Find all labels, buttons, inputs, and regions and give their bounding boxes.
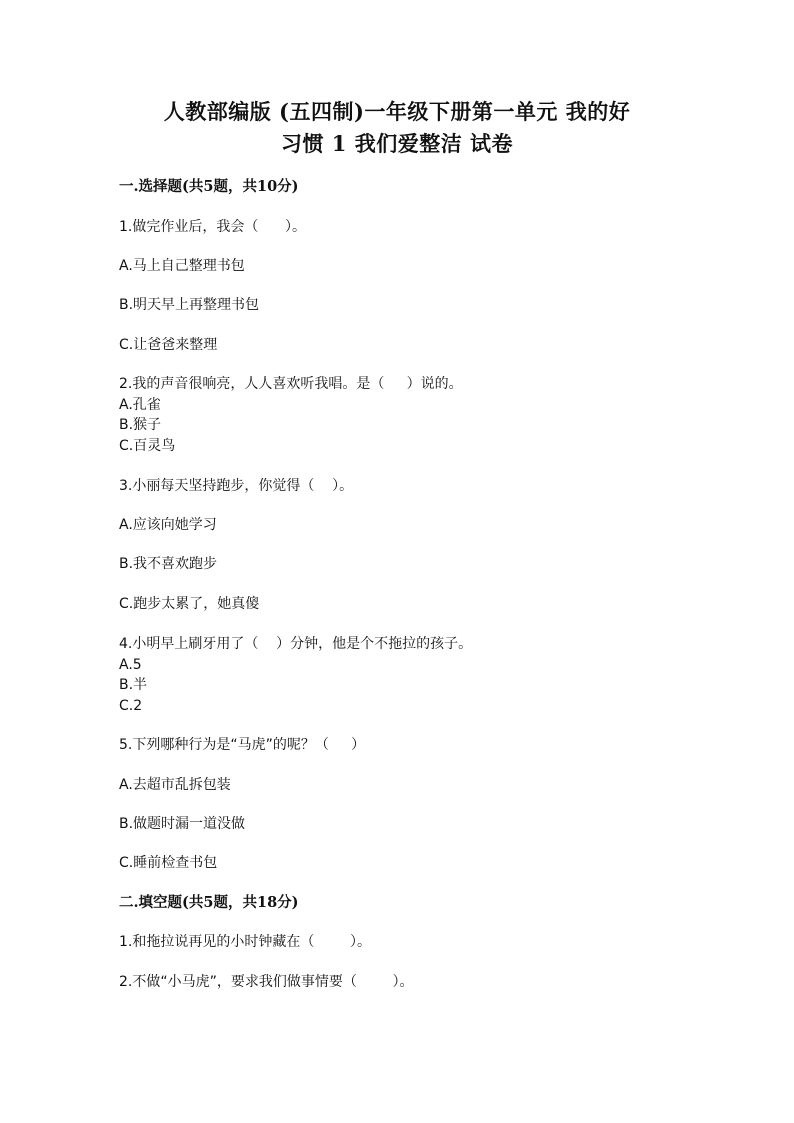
question-2-option-a: A.孔雀 [119,397,161,413]
question-1-option-b: B.明天早上再整理书包 [119,297,260,313]
question-1-option-c: C.让爸爸来整理 [119,337,218,353]
question-4-option-b: B.半 [119,677,148,693]
question-4-option-a: A.5 [119,657,142,673]
exam-title-line-1: 人教部编版 (五四制)一年级下册第一单元 我的好 [163,99,631,124]
question-3-option-b: B.我不喜欢跑步 [119,556,218,572]
question-2-option-b: B.猴子 [119,417,162,433]
question-5-stem: 5.下列哪种行为是“马虎”的呢？（ ） [119,737,366,753]
fill-question-1: 1.和拖拉说再见的小时钟藏在（ ）。 [119,934,371,950]
exam-title-line-2: 习惯 1 我们爱整洁 试卷 [280,131,514,156]
question-5-option-a: A.去超市乱拆包装 [119,777,231,793]
question-4-option-c: C.2 [119,698,143,714]
question-5-option-b: B.做题时漏一道没做 [119,816,246,832]
question-2-option-c: C.百灵鸟 [119,438,176,454]
question-3-option-c: C.跑步太累了，她真傻 [119,596,260,612]
section-heading-fill: 二.填空题(共5题，共18分) [119,894,299,911]
question-1-option-a: A.马上自己整理书包 [119,258,245,274]
question-1-stem: 1.做完作业后，我会（ ）。 [119,219,307,235]
question-2-stem: 2.我的声音很响亮，人人喜欢听我唱。是（ ）说的。 [119,376,463,392]
question-3-stem: 3.小丽每天坚持跑步，你觉得（ ）。 [119,478,354,494]
question-4-stem: 4.小明早上刷牙用了（ ）分钟，他是个不拖拉的孩子。 [119,636,473,652]
question-3-option-a: A.应该向她学习 [119,517,217,533]
fill-question-2: 2.不做“小马虎”，要求我们做事情要（ ）。 [119,974,414,990]
question-5-option-c: C.睡前检查书包 [119,855,218,871]
section-heading-choice: 一.选择题(共5题，共10分) [119,178,299,195]
